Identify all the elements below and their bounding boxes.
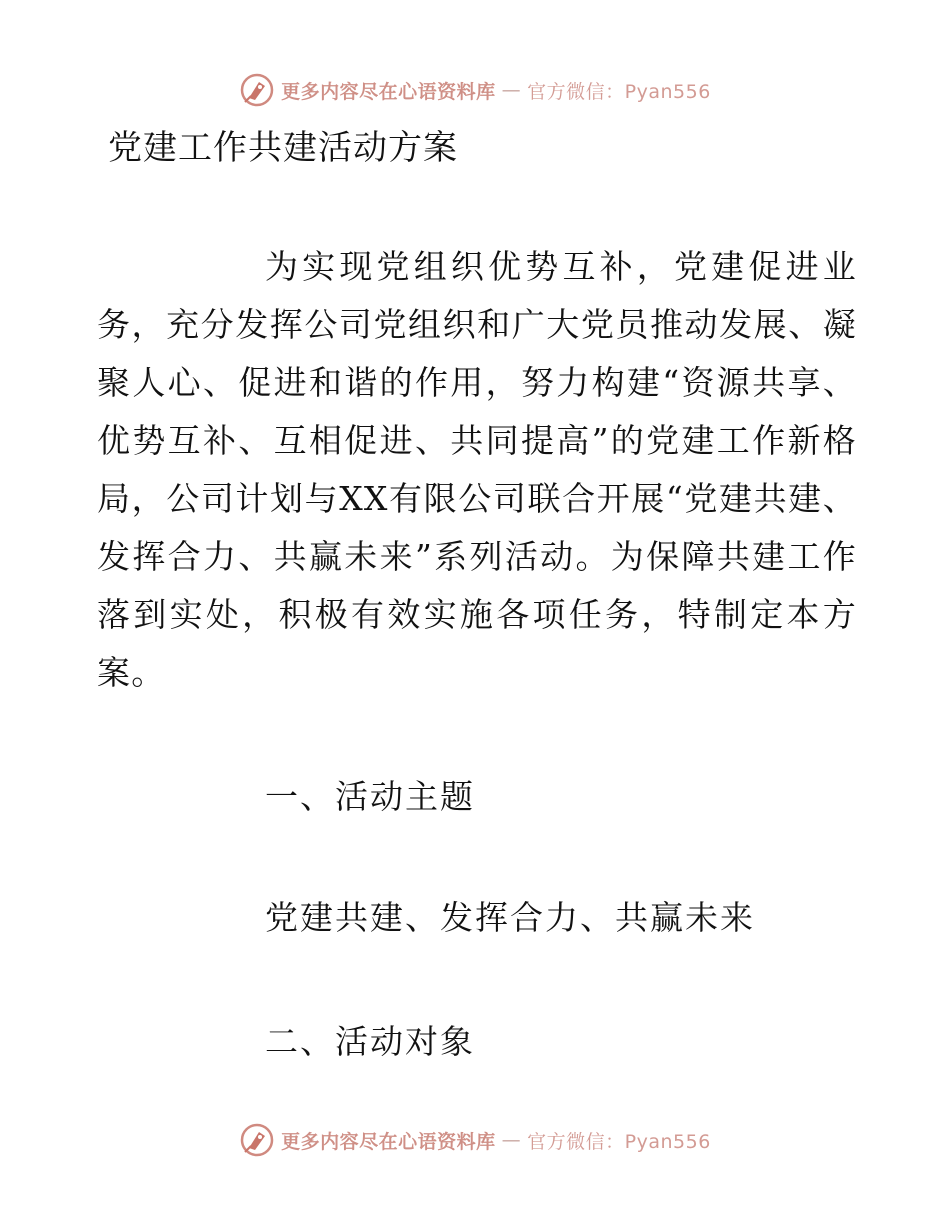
footer-watermark [0,1120,950,1160]
pen-nib-logo-icon [239,72,275,108]
section-heading-theme: 一、活动主题 [265,777,475,816]
watermark-separator: — [501,79,522,101]
section-heading-target: 二、活动对象 [265,1022,475,1061]
intro-paragraph: 为实现党组织优势互补，党建促进业务，充分发挥公司党组织和广大党员推动发展、凝聚人心、促进和谐的作用，努力构建“资源共享、优势互补、互相促进、共同提高”的党建工作新格局，公司计划与XX有限公司联合开展“党建共建、发挥合力、共赢未来”系列活动。为保障共建工作落到实处，积极有效实施各项任务，特制定本方案。 [97,247,857,692]
watermark-wechat-text: 官方微信：Pyan556 [527,80,711,103]
watermark-wechat-text: 官方微信：Pyan556 [527,1130,711,1153]
pen-nib-logo-icon [239,1122,275,1158]
header-watermark [0,70,950,110]
document-title: 党建工作共建活动方案 [108,128,458,168]
watermark-site-text: 更多内容尽在心语资料库 [281,80,496,103]
watermark-separator: — [501,1129,522,1151]
theme-text: 党建共建、发挥合力、共赢未来 [265,898,755,937]
watermark-site-text: 更多内容尽在心语资料库 [281,1130,496,1153]
